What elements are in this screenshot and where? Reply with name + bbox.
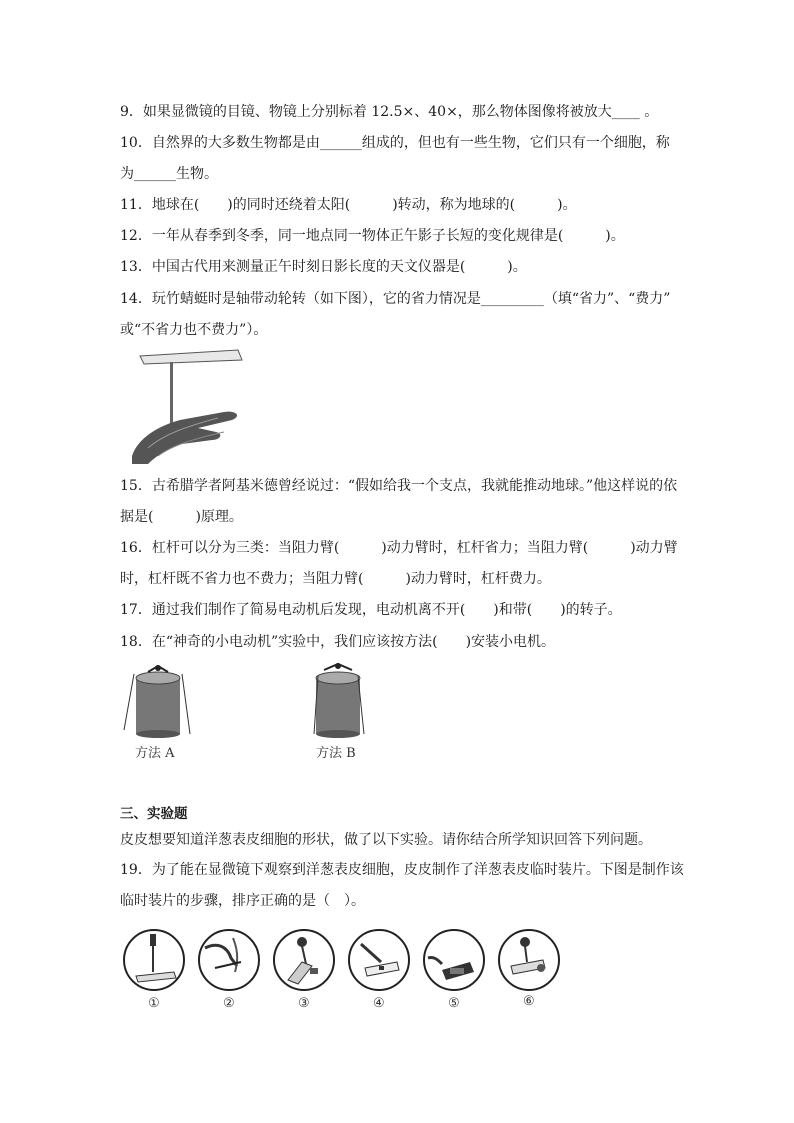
motor-method-a-image	[120, 660, 200, 738]
section-3-intro: 皮皮想要知道洋葱表皮细胞的形状，做了以下实验。请你结合所学知识回答下列问题。	[120, 832, 652, 848]
method-b-caption: 方法 B	[316, 746, 356, 761]
question-17: 17．通过我们制作了简易电动机后发现，电动机离不开( )和带( )的转子。	[120, 602, 622, 618]
question-14-line2: 或“不省力也不费力”）。	[120, 322, 268, 338]
step-6-label: ⑥	[523, 994, 535, 1009]
step-4-label: ④	[373, 996, 385, 1011]
method-a-caption: 方法 A	[135, 746, 175, 761]
question-12: 12．一年从春季到冬季，同一地点同一物体正午影子长短的变化规律是( )。	[120, 228, 625, 244]
question-16-line2: 时，杠杆既不省力也不费力；当阻力臂( )动力臂时，杠杆费力。	[120, 571, 551, 587]
step-2-label: ②	[223, 996, 235, 1011]
question-16-line1: 16．杠杆可以分为三类：当阻力臂( )动力臂时，杠杆省力；当阻力臂( )动力臂	[120, 540, 678, 556]
question-19-line2: 临时装片的步骤，排序正确的是（ ）。	[120, 893, 365, 909]
question-15-line2: 据是( )原理。	[120, 509, 243, 525]
question-9: 9．如果显微镜的目镜、物镜上分别标着 12.5×、40×，那么物体图像将被放大____ 。	[120, 104, 659, 120]
question-10-line2: 为______生物。	[120, 166, 218, 182]
section-3-heading: 三、实验题	[120, 806, 188, 822]
question-14-line1: 14．玩竹蜻蜓时是轴带动轮转（如下图），它的省力情况是_________（填“省力”、“费力”	[120, 291, 671, 307]
motor-method-b-image	[300, 660, 380, 738]
question-19-line1: 19．为了能在显微镜下观察到洋葱表皮细胞，皮皮制作了洋葱表皮临时装片。下图是制作该	[120, 862, 684, 878]
step-5-label: ⑤	[448, 996, 460, 1011]
question-11: 11．地球在( )的同时还绕着太阳( )转动，称为地球的( )。	[120, 197, 577, 213]
step-1-label: ①	[148, 996, 160, 1011]
step-3-label: ③	[298, 996, 310, 1011]
slide-step-6-image	[497, 928, 561, 992]
question-13: 13．中国古代用来测量正午时刻日影长度的天文仪器是( )。	[120, 259, 527, 275]
question-15-line1: 15．古希腊学者阿基米德曾经说过：“假如给我一个支点，我就能推动地球。”他这样说的依	[120, 478, 678, 494]
slide-step-3-image	[272, 928, 336, 992]
question-18: 18．在“神奇的小电动机”实验中，我们应该按方法( )安装小电机。	[120, 634, 556, 650]
slide-step-5-image	[422, 928, 486, 992]
question-10-line1: 10．自然界的大多数生物都是由______组成的，但也有一些生物，它们只有一个细胞，称	[120, 135, 670, 151]
bamboo-dragonfly-figure	[128, 348, 248, 464]
slide-step-1-image	[122, 928, 186, 992]
slide-step-2-image	[197, 928, 261, 992]
slide-step-4-image	[347, 928, 411, 992]
